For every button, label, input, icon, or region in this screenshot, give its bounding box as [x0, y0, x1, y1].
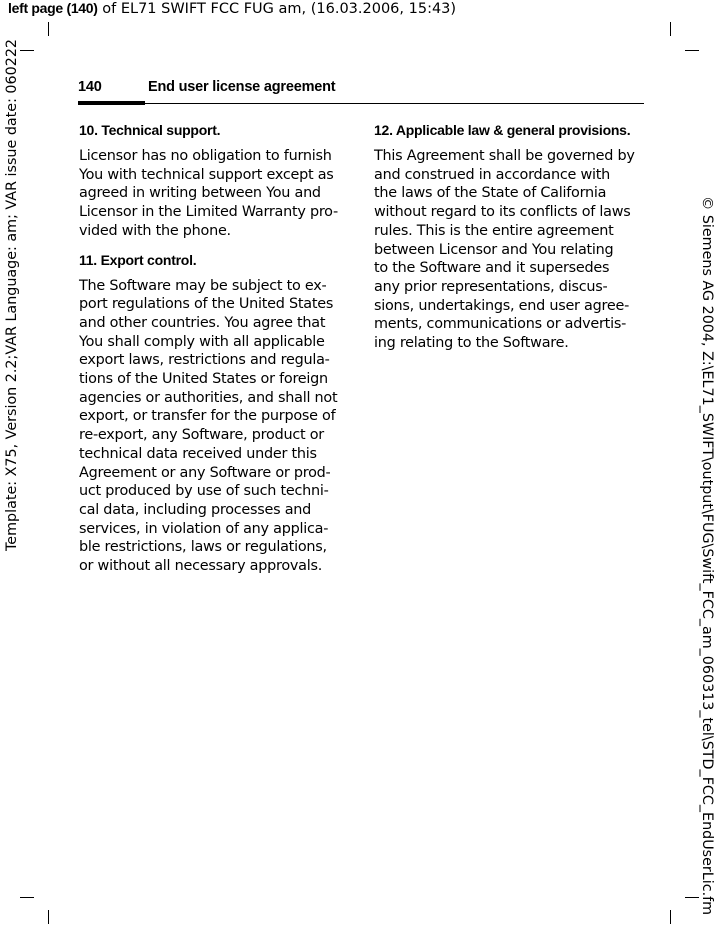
- body-line: ble restrictions, laws or regulations,: [79, 539, 327, 556]
- crop-mark: [685, 50, 699, 51]
- crop-mark: [48, 910, 49, 924]
- crop-mark: [670, 910, 671, 924]
- section-body-export-control: [79, 277, 347, 576]
- body-line: technical data received under this: [79, 445, 317, 462]
- body-line: re-export, any Software, product or: [79, 427, 324, 444]
- body-line: to the Software and it supersedes: [374, 260, 610, 277]
- body-line: Agreement or any Software or prod-: [79, 464, 331, 481]
- copyright-path: © Siemens AG 2004, Z:\EL71_SWIFT\output\FUG\Swift_FCC_am_060313_tel\STD_FCC_EndUserLic.fm: [699, 196, 715, 916]
- print-info: [8, 0, 456, 17]
- body-line: agreed in writing between You and: [79, 185, 321, 202]
- body-line: rules. This is the entire agreement: [374, 222, 614, 239]
- header-rule-thin: [145, 103, 644, 104]
- section-body-applicable-law: [374, 147, 642, 353]
- body-line: ing relating to the Software.: [374, 335, 569, 352]
- section-heading-applicable-law: 12. Applicable law & general provisions.: [374, 122, 631, 138]
- body-line: and construed in accordance with: [374, 166, 610, 183]
- crop-mark: [20, 50, 34, 51]
- right-column: [374, 121, 642, 363]
- body-line: uct produced by use of such techni-: [79, 483, 329, 500]
- body-line: ments, communications or advertis-: [374, 316, 627, 333]
- section-heading-export-control: 11. Export control.: [79, 251, 197, 268]
- body-line: Licensor has no obligation to furnish: [79, 148, 332, 164]
- body-line: The Software may be subject to ex-: [79, 277, 327, 294]
- body-line: This Agreement shall be governed by: [374, 148, 635, 164]
- crop-mark: [20, 897, 34, 898]
- body-line: between Licensor and You relating: [374, 241, 614, 258]
- body-line: agencies or authorities, and shall not: [79, 389, 338, 406]
- body-line: any prior representations, discus-: [374, 278, 608, 295]
- body-line: You with technical support except as: [79, 166, 334, 183]
- body-line: vided with the phone.: [79, 222, 231, 239]
- print-info-file: of EL71 SWIFT FCC FUG am, (16.03.2006, 15:43): [97, 1, 457, 17]
- body-line: export, or transfer for the purpose of: [79, 408, 336, 425]
- page-title: End user license agreement: [148, 79, 336, 95]
- body-line: export laws, restrictions and regula-: [79, 352, 330, 369]
- page-header: [78, 79, 644, 109]
- body-line: tions of the United States or foreign: [79, 371, 328, 388]
- section-heading-technical-support: 10. Technical support.: [79, 122, 221, 138]
- section-body-technical-support: [79, 147, 347, 241]
- crop-mark: [670, 22, 671, 36]
- body-line: without regard to its conflicts of laws: [374, 204, 631, 221]
- crop-mark: [685, 897, 699, 898]
- body-line: the laws of the State of California: [374, 185, 607, 202]
- header-rule-thick: [78, 101, 145, 105]
- page-number: 140: [78, 79, 102, 95]
- body-line: and other countries. You agree that: [79, 314, 326, 331]
- body-line: Licensor in the Limited Warranty pro-: [79, 204, 338, 221]
- body-line: You shall comply with all applicable: [79, 333, 325, 350]
- body-line: services, in violation of any applica-: [79, 520, 329, 537]
- body-line: port regulations of the United States: [79, 296, 334, 313]
- crop-mark: [48, 22, 49, 36]
- body-line: cal data, including processes and: [79, 501, 312, 518]
- print-info-page: left page (140): [8, 0, 98, 16]
- left-column: [79, 121, 347, 586]
- body-line: sions, undertakings, end user agree-: [374, 297, 630, 314]
- body-line: or without all necessary approvals.: [79, 558, 323, 575]
- template-info: Template: X75, Version 2.2;VAR Language: am; VAR issue date: 060222: [4, 38, 20, 551]
